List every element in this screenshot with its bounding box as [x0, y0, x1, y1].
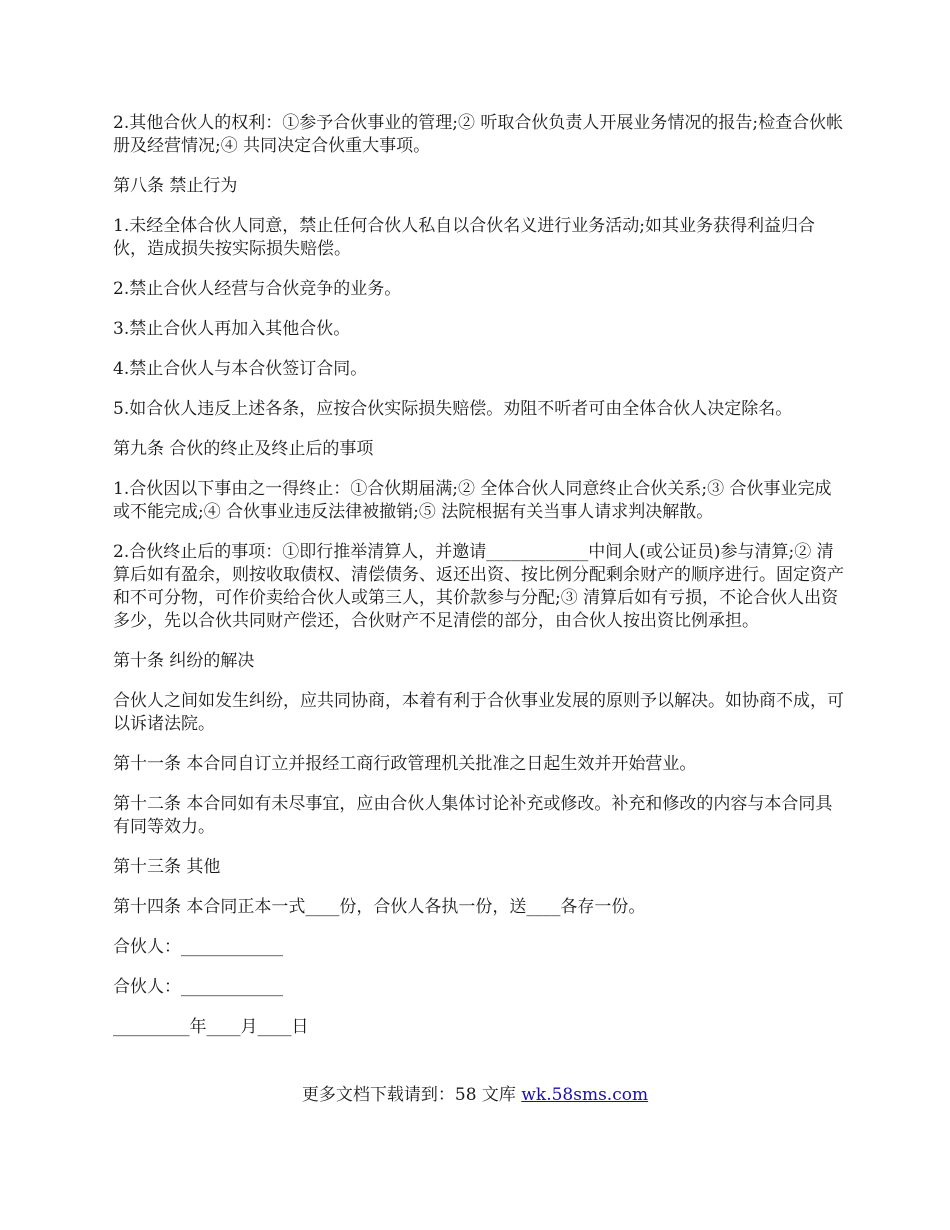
paragraph-prohibition-4: 4.禁止合伙人与本合伙签订合同。	[113, 359, 368, 379]
signature-partner-1: 合伙人：____________	[113, 937, 283, 957]
heading-article-13: 第十三条 其他	[113, 857, 221, 877]
heading-article-9: 第九条 合伙的终止及终止后的事项	[113, 439, 374, 459]
paragraph-partner-rights: 2.其他合伙人的权利：①参予合伙事业的管理;② 听取合伙负责人开展业务情况的报告;检查合伙帐册及经营情况;④ 共同决定合伙重大事项。	[113, 113, 844, 156]
paragraph-prohibition-2: 2.禁止合伙人经营与合伙竞争的业务。	[113, 279, 402, 299]
paragraph-article-12: 第十二条 本合同如有未尽事宜，应由合伙人集体讨论补充或修改。补充和修改的内容与本合同具有同等效力。	[113, 794, 833, 837]
paragraph-prohibition-3: 3.禁止合伙人再加入其他合伙。	[113, 319, 351, 339]
signature-date: _________年____月____日	[113, 1017, 309, 1037]
paragraph-termination-2: 2.合伙终止后的事项：①即行推举清算人，并邀请____________中间人(或公证员)参与清算;② 清算后如有盈余，则按收取债权、清偿债务、返还出资、按比例分配剩余财产的顺序进行。固定资产和不可分物，可作价卖给合伙人或第三人，其价款参与分配;③ 清算后如有亏损，不论合伙人出资多少，先以合伙共同财产偿还，合伙财产不足清偿的部分，由合伙人按出资比例承担。	[113, 542, 844, 631]
footer-link[interactable]: wk.58sms.com	[521, 1085, 649, 1105]
document-body	[113, 112, 848, 1056]
paragraph-article-14: 第十四条 本合同正本一式____份，合伙人各执一份，送____各存一份。	[113, 897, 646, 917]
paragraph-article-11: 第十一条 本合同自订立并报经工商行政管理机关批准之日起生效并开始营业。	[113, 754, 697, 774]
heading-article-10: 第十条 纠纷的解决	[113, 651, 255, 671]
paragraph-prohibition-1: 1.未经全体合伙人同意，禁止任何合伙人私自以合伙名义进行业务活动;如其业务获得利益归合伙，造成损失按实际损失赔偿。	[113, 216, 815, 259]
footer-download-note	[0, 1084, 950, 1107]
paragraph-dispute: 合伙人之间如发生纠纷，应共同协商，本着有利于合伙事业发展的原则予以解决。如协商不成，可以诉诸法院。	[113, 691, 844, 734]
heading-article-8: 第八条 禁止行为	[113, 176, 238, 196]
paragraph-prohibition-5: 5.如合伙人违反上述各条，应按合伙实际损失赔偿。劝阻不听者可由全体合伙人决定除名。	[113, 399, 793, 419]
signature-partner-2: 合伙人：____________	[113, 977, 283, 997]
paragraph-termination-1: 1.合伙因以下事由之一得终止：①合伙期届满;② 全体合伙人同意终止合伙关系;③ 合伙事业完成或不能完成;④ 合伙事业违反法律被撤销;⑤ 法院根据有关当事人请求判决解散。	[113, 479, 832, 522]
footer-prefix: 更多文档下载请到：58 文库	[301, 1085, 522, 1105]
